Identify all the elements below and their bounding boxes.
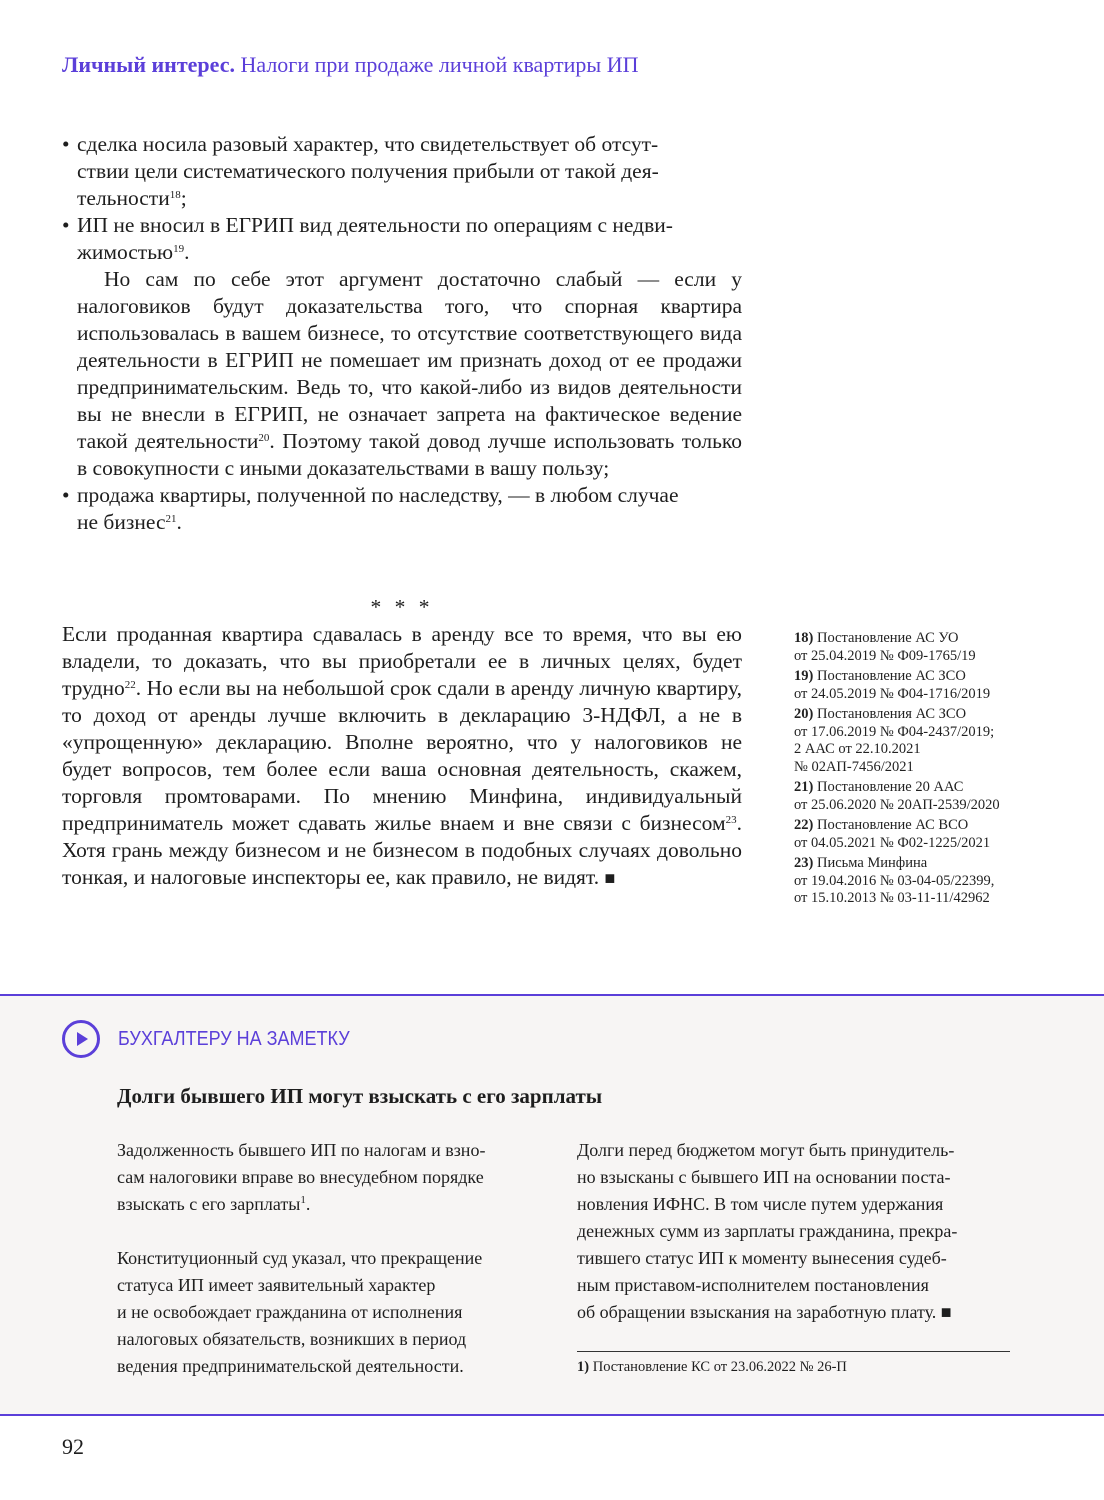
footnote-divider	[577, 1351, 1010, 1352]
play-icon	[62, 1020, 100, 1058]
footnote: 18) Постановление АС УО от 25.04.2019 № Ф09-1765/19	[794, 630, 976, 664]
paragraph: Долги перед бюджетом могут быть принудитель- но взысканы с бывшего ИП на основании поста- новления ИФНС. В том числе путем удержания денежных сумм из зарплаты гражданина, прекра- тившего статус ИП к моменту вынесения судеб- ным приставом-исполнителем постановления об обращении взыскания на заработную плату. ■	[577, 1140, 958, 1322]
footnotes	[794, 630, 1034, 911]
bullet-item: • продажа квартиры, полученной по наследству, — в любом случае не бизнес$^{21}$.	[62, 483, 679, 534]
end-mark: ■	[604, 868, 616, 888]
footnote-ref: 22	[124, 679, 136, 691]
box-label: БУХГАЛТЕРУ НА ЗАМЕТКУ	[118, 1028, 350, 1050]
footnote-ref: 18	[169, 189, 181, 201]
bullet-item: • ИП не вносил в ЕГРИП вид деятельности по операциям с недви- жимостью$^{19}$.	[62, 213, 673, 264]
footnote: 23) Письма Минфина от 19.04.2016 № 03-04-05/22399, от 15.10.2013 № 03-11-11/42962	[794, 855, 995, 906]
section-separator: * * *	[370, 595, 434, 619]
accountant-note-box	[0, 994, 1104, 1416]
paragraph: Конституционный суд указал, что прекращение статуса ИП имеет заявительный характер и не освобождает гражданина от исполнения налоговых обязательств, возникших в период ведения предпринимательской деятельности.	[117, 1248, 483, 1376]
box-title: Долги бывшего ИП могут взыскать с его зарплаты	[117, 1084, 603, 1108]
paragraph: Если проданная квартира сдавалась в аренду все то время, что вы ею владели, то доказать, что вы приобретали ее в личных целях, будет трудно$^{22}$. Но если вы на небольшой срок сдали в аренду личную квартиру, то доход от аренды лучше включить в декларацию 3-НДФЛ, а не в «упрощенную» декларацию. Вполне вероятно, что у налоговиков не будет вопросов, тем более если ваша основная деятельность, скажем, торговля промтоварами. По мнению Минфина, индивидуальный предприниматель может сдавать жилье внаем и вне связи с бизнесом$^{23}$. Хотя грань между бизнесом и не бизнесом в подобных случаях довольно тонкая, и налоговые инспекторы ее, как правило, не видят. ■	[62, 622, 742, 889]
box-right-column	[577, 1137, 1007, 1326]
bullet-item: • сделка носила разовый характер, что свидетельствует об отсут- ствии цели систематического получения прибыли от такой дея- тельности$^{18}$;	[62, 132, 659, 210]
main-text	[62, 131, 743, 889]
footnote-ref: 1	[300, 1194, 306, 1206]
page-number: 92	[62, 1434, 84, 1459]
footnote: 20) Постановления АС ЗСО от 17.06.2019 № Ф04-2437/2019; 2 ААС от 22.10.2021 № 02АП-7456/2021	[794, 706, 995, 775]
footnote: 21) Постановление 20 ААС от 25.06.2020 № 20АП-2539/2020	[794, 779, 1000, 813]
paragraph: Но сам по себе этот аргумент достаточно слабый — если у налоговиков будут доказательства того, что спорная квартира использовалась в вашем бизнесе, то отсутствие соответствующего вида деятельности в ЕГРИП не помешает им признать доход от ее продажи предпринимательским. Ведь то, что какой-либо из видов деятельности вы не внесли в ЕГРИП, не означает запрета на фактическое ведение такой деятельности$^{20}$. Поэтому такой довод лучше использовать только в совокупности с иными доказательствами в вашу пользу;	[77, 267, 743, 480]
box-left-column	[117, 1137, 547, 1380]
footnote-ref: 21	[165, 513, 177, 525]
paragraph: Задолженность бывшего ИП по налогам и взно- сам налоговики вправе во внесудебном порядке взыскать с его зарплаты$^1$.	[117, 1140, 486, 1214]
footnote: 22) Постановление АС ВСО от 04.05.2021 № Ф02-1225/2021	[794, 817, 991, 851]
end-mark: ■	[940, 1302, 952, 1322]
header-section: Личный интерес.	[62, 52, 235, 77]
footnote-ref: 20	[258, 432, 270, 444]
header-title: Налоги при продаже личной квартиры ИП	[234, 52, 639, 77]
footnote-ref: 19	[173, 243, 185, 255]
running-header	[62, 52, 638, 78]
footnote: 19) Постановление АС ЗСО от 24.05.2019 № Ф04-1716/2019	[794, 668, 991, 702]
footnote-ref: 23	[725, 814, 737, 826]
box-footnote: 1) Постановление КС от 23.06.2022 № 26-П	[577, 1359, 847, 1375]
